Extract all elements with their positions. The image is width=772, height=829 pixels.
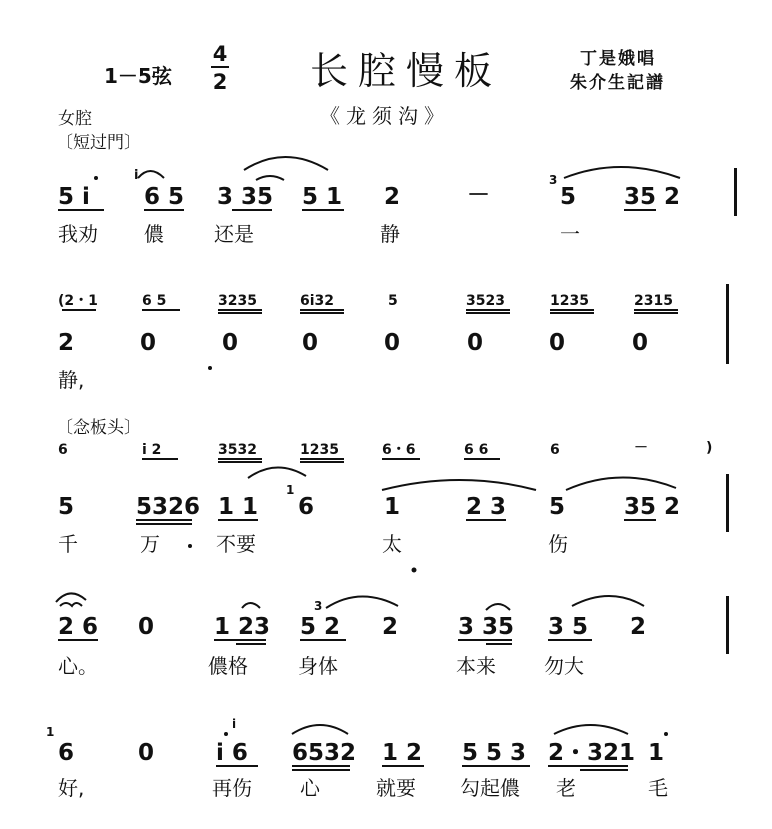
time-signature-top: 4: [212, 42, 228, 66]
key-signature: 1－5弦: [104, 64, 172, 88]
grace-note: i: [232, 717, 237, 731]
lyric: 儂格: [208, 654, 248, 678]
note-group: 6532: [292, 740, 357, 766]
note-group: 0: [384, 330, 401, 356]
intro-label-2: 〔念板头〕: [56, 418, 141, 438]
ornament: [60, 603, 82, 606]
credit-notation: 朱介生記譜: [570, 73, 665, 93]
note-group: 2: [58, 330, 75, 356]
instrumental-group: 2315: [634, 293, 673, 309]
slur: [248, 467, 306, 478]
slur: [566, 477, 676, 490]
page-subtitle: 《龙须沟》: [320, 104, 450, 128]
note-group: 5: [58, 494, 75, 520]
instrumental-dash: －: [634, 440, 648, 456]
instrumental-close: ): [706, 440, 713, 456]
note-group: 5 2: [300, 614, 341, 640]
instrumental-group: (2・1: [58, 293, 98, 309]
lyric: 身体: [298, 654, 338, 678]
slur: [572, 596, 644, 606]
note-group: 2・321: [548, 740, 636, 766]
slur: [56, 593, 86, 602]
slur: [292, 725, 348, 734]
instrumental-group: 6・6: [382, 442, 416, 458]
note-group: 35 2: [624, 494, 681, 520]
note-group: 3 35: [217, 184, 274, 210]
instrumental-group: 3235: [218, 293, 257, 309]
note-group: 2 6: [58, 614, 99, 640]
note-group: 6: [298, 494, 315, 520]
instrumental-group: i 2: [142, 442, 162, 458]
note-group: i 6: [216, 740, 248, 766]
lyric: 本来: [456, 654, 496, 678]
lyric: 千: [58, 532, 78, 556]
lyric: 好,: [58, 776, 85, 800]
instrumental-group: 3532: [218, 442, 257, 458]
instrumental-group: 1235: [550, 293, 589, 309]
lyric: 静,: [58, 368, 85, 392]
grace-note: 3: [549, 173, 558, 187]
note-group: 5 i: [58, 184, 90, 210]
note-group: 0: [632, 330, 649, 356]
grace-note: 1: [286, 483, 295, 497]
lyric: 不要: [216, 532, 256, 556]
instrumental-group: 5: [388, 293, 398, 309]
lyric: 万: [140, 532, 160, 556]
grace-note: i: [134, 168, 139, 183]
note-group: 1 1: [218, 494, 259, 520]
slur: [242, 603, 260, 608]
lyric: 一: [560, 222, 580, 246]
time-signature-bottom: 2: [212, 70, 228, 94]
page-title: 长腔慢板: [310, 49, 503, 93]
lyric: 勿大: [544, 654, 584, 678]
slur: [256, 176, 284, 180]
instrumental-group: 1235: [300, 442, 339, 458]
lyric: 就要: [376, 776, 416, 800]
note-group: 5 5 3: [462, 740, 527, 766]
note-group: 5326: [136, 494, 201, 520]
instrumental-group: 6: [550, 442, 560, 458]
lyric: 毛: [648, 776, 668, 800]
instrumental-group: 6i32: [300, 293, 335, 309]
note-group: 6 5: [144, 184, 185, 210]
lyric: 老: [556, 776, 576, 800]
note-group: 6: [58, 740, 75, 766]
lyric: 静: [380, 222, 400, 246]
note-group: 0: [138, 614, 155, 640]
lyric: 还是: [214, 222, 254, 246]
lyric: 我劝: [58, 222, 98, 246]
instrumental-group: 6 5: [142, 293, 167, 309]
lyric: 伤: [548, 532, 568, 556]
note-group: 5 1: [302, 184, 343, 210]
instrumental-group: 3523: [466, 293, 505, 309]
note-group: 1 2: [382, 740, 423, 766]
note-group: 1 23: [214, 614, 271, 640]
instrumental-group: 6 6: [464, 442, 489, 458]
slur: [382, 480, 536, 490]
intro-label-1: 〔短过門〕: [56, 133, 141, 153]
voice-label: 女腔: [58, 109, 92, 129]
note-group: 35 2: [624, 184, 681, 210]
lyric: 心: [300, 776, 320, 800]
slur: [486, 604, 510, 610]
note-group: 1: [648, 740, 665, 766]
lyric: 勾起儂: [460, 776, 520, 800]
slur: [138, 171, 164, 178]
note-group: 1: [384, 494, 401, 520]
note-group: 3 5: [548, 614, 589, 640]
slur: [554, 725, 628, 734]
note-group: 5: [560, 184, 577, 210]
grace-note: 3: [314, 599, 323, 613]
note-group: 0: [138, 740, 155, 766]
note-group: 2: [630, 614, 647, 640]
credit-singer: 丁是娥唱: [580, 49, 656, 69]
note-group: 5: [549, 494, 566, 520]
note-group: 0: [302, 330, 319, 356]
note-group: 2: [384, 184, 401, 210]
lyric: 心。: [58, 654, 98, 678]
note-group: 2 3: [466, 494, 507, 520]
slur: [564, 167, 680, 178]
lyric: 再伤: [212, 776, 252, 800]
lyric: 儂: [144, 222, 164, 246]
note-group: 3 35: [458, 614, 515, 640]
note-group: 0: [467, 330, 484, 356]
slur: [244, 157, 328, 170]
slur: [326, 596, 398, 608]
grace-note: 1: [46, 725, 55, 739]
note-dash: －: [467, 182, 490, 208]
lyric: 太: [382, 532, 402, 556]
instrumental-group: 6: [58, 442, 68, 458]
note-group: 0: [140, 330, 157, 356]
note-group: 0: [222, 330, 239, 356]
note-group: 2: [382, 614, 399, 640]
note-group: 0: [549, 330, 566, 356]
